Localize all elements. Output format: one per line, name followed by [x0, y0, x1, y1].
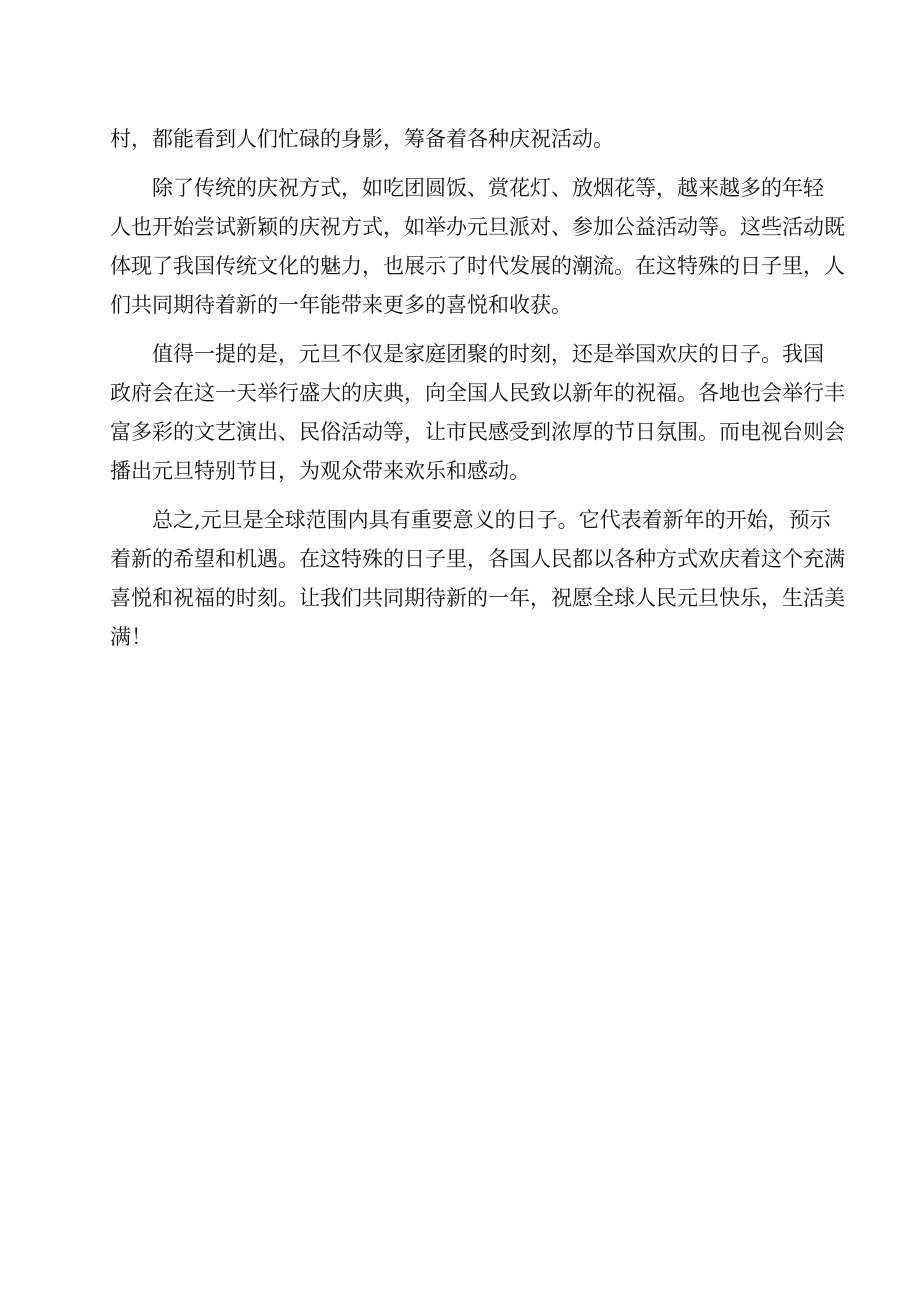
paragraph-spacer [110, 491, 810, 501]
paragraph-line: 政府会在这一天举行盛大的庆典，向全国人民致以新年的祝福。各地也会举行丰 [110, 381, 845, 405]
paragraph-line: 值得一提的是，元旦不仅是家庭团聚的时刻，还是举国欢庆的日子。我国 [152, 342, 824, 366]
paragraph-line: 富多彩的文艺演出、民俗活动等，让市民感受到浓厚的节日氛围。而电视台则会 [110, 420, 845, 444]
paragraph-line: 人也开始尝试新颖的庆祝方式，如举办元旦派对、参加公益活动等。这些活动既 [110, 215, 845, 239]
paragraph-line: 除了传统的庆祝方式，如吃团圆饭、赏花灯、放烟花等，越来越多的年轻 [152, 176, 824, 200]
paragraph-2 [110, 169, 845, 325]
paragraph-line: 播出元旦特别节目，为观众带来欢乐和感动。 [110, 459, 530, 483]
paragraph-spacer [110, 159, 810, 169]
paragraph-3 [110, 335, 845, 491]
paragraph-line: 们共同期待着新的一年能带来更多的喜悦和收获。 [110, 293, 572, 317]
paragraph-line: 喜悦和祝福的时刻。让我们共同期待新的一年，祝愿全球人民元旦快乐，生活美 [110, 586, 845, 610]
paragraph-line: 满！ [110, 625, 152, 649]
paragraph-4 [110, 501, 845, 657]
paragraph-spacer [110, 325, 810, 335]
document-body [110, 120, 845, 657]
paragraph-1 [110, 120, 810, 159]
paragraph-line: 总之,元旦是全球范围内具有重要意义的日子。它代表着新年的开始，预示 [152, 508, 831, 532]
paragraph-line: 村，都能看到人们忙碌的身影，筹备着各种庆祝活动。 [110, 127, 614, 151]
paragraph-line: 着新的希望和机遇。在这特殊的日子里，各国人民都以各种方式欢庆着这个充满 [110, 547, 845, 571]
paragraph-line: 体现了我国传统文化的魅力，也展示了时代发展的潮流。在这特殊的日子里，人 [110, 254, 845, 278]
